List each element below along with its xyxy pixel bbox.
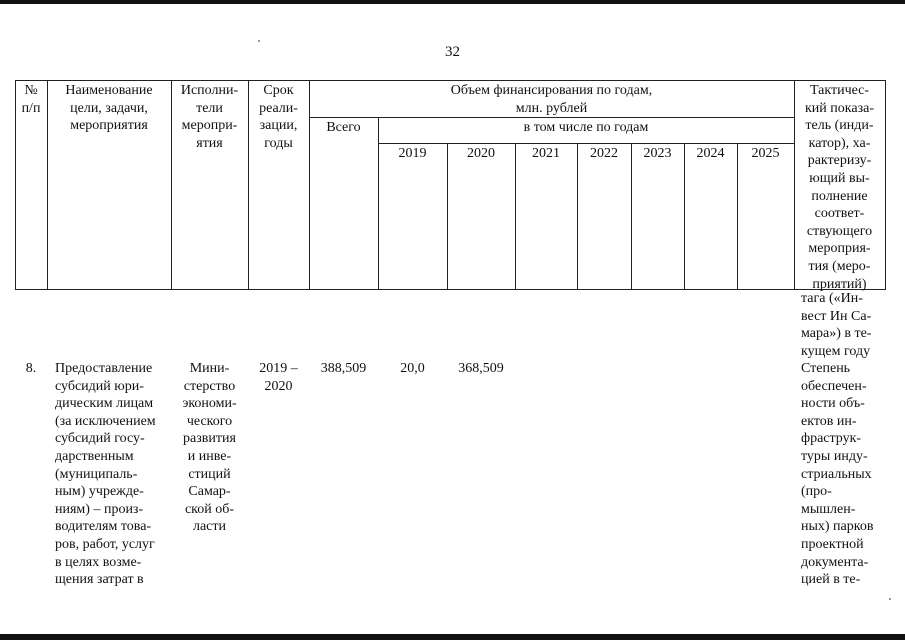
page-number: 32 [445, 44, 460, 60]
row-2020: 368,509 [458, 361, 504, 376]
scan-speck [258, 40, 260, 42]
header-col-number: № п/п [21, 83, 41, 116]
indicator-continued-text: тага («Ин- вест Ин Са- мара») в те- кущем году [801, 291, 872, 359]
header-col-total: Всего [326, 120, 361, 135]
row-indicator: Степень обеспечен- ности объ- ектов ин- фраструк- туры инду- стриальных (про- мышлен- ных) парков проектной документа- цией в те- [801, 361, 874, 588]
row-term: 2019 – 2020 [259, 361, 298, 394]
scan-speck [889, 598, 891, 600]
header-year-2021: 2021 [532, 146, 560, 161]
header-col-indicator: Тактичес- кий показа- тель (инди- катор), ха- рактеризу- ющий вы- полнение соответ- ствующего мероприя- тия (меро- приятий) [805, 83, 874, 292]
header-col-term: Срок реали- зации, годы [259, 83, 298, 151]
header-year-2022: 2022 [590, 146, 618, 161]
header-col-executors: Исполни- тели меропри- ятия [180, 83, 239, 151]
row-measure-name: Предоставление субсидий юри- дическим лицам (за исключением субсидий госу- дарственным (муниципаль- ным) учрежде- ниям) – произ- водителям това- ров, работ, услуг в целях возме- щения затрат в [55, 361, 156, 588]
row-number: 8. [25, 361, 37, 376]
row-2019: 20,0 [400, 361, 425, 376]
row-total: 388,509 [320, 361, 367, 376]
header-col-name: Наименование цели, задачи, мероприятия [65, 83, 153, 134]
bottom-border [0, 634, 905, 640]
header-year-2023: 2023 [643, 146, 672, 161]
header-col-funding: Объем финансирования по годам, млн. рублей [450, 83, 653, 116]
top-border [0, 0, 905, 4]
header-col-by-year: в том числе по годам [523, 120, 649, 135]
header-year-2020: 2020 [467, 146, 495, 161]
header-year-2025: 2025 [751, 146, 780, 161]
row-executor: Мини- стерство экономи- ческого развития и инве- стиций Самар- ской об- ласти [182, 361, 237, 535]
header-year-2024: 2024 [696, 146, 725, 161]
header-year-2019: 2019 [398, 146, 427, 161]
